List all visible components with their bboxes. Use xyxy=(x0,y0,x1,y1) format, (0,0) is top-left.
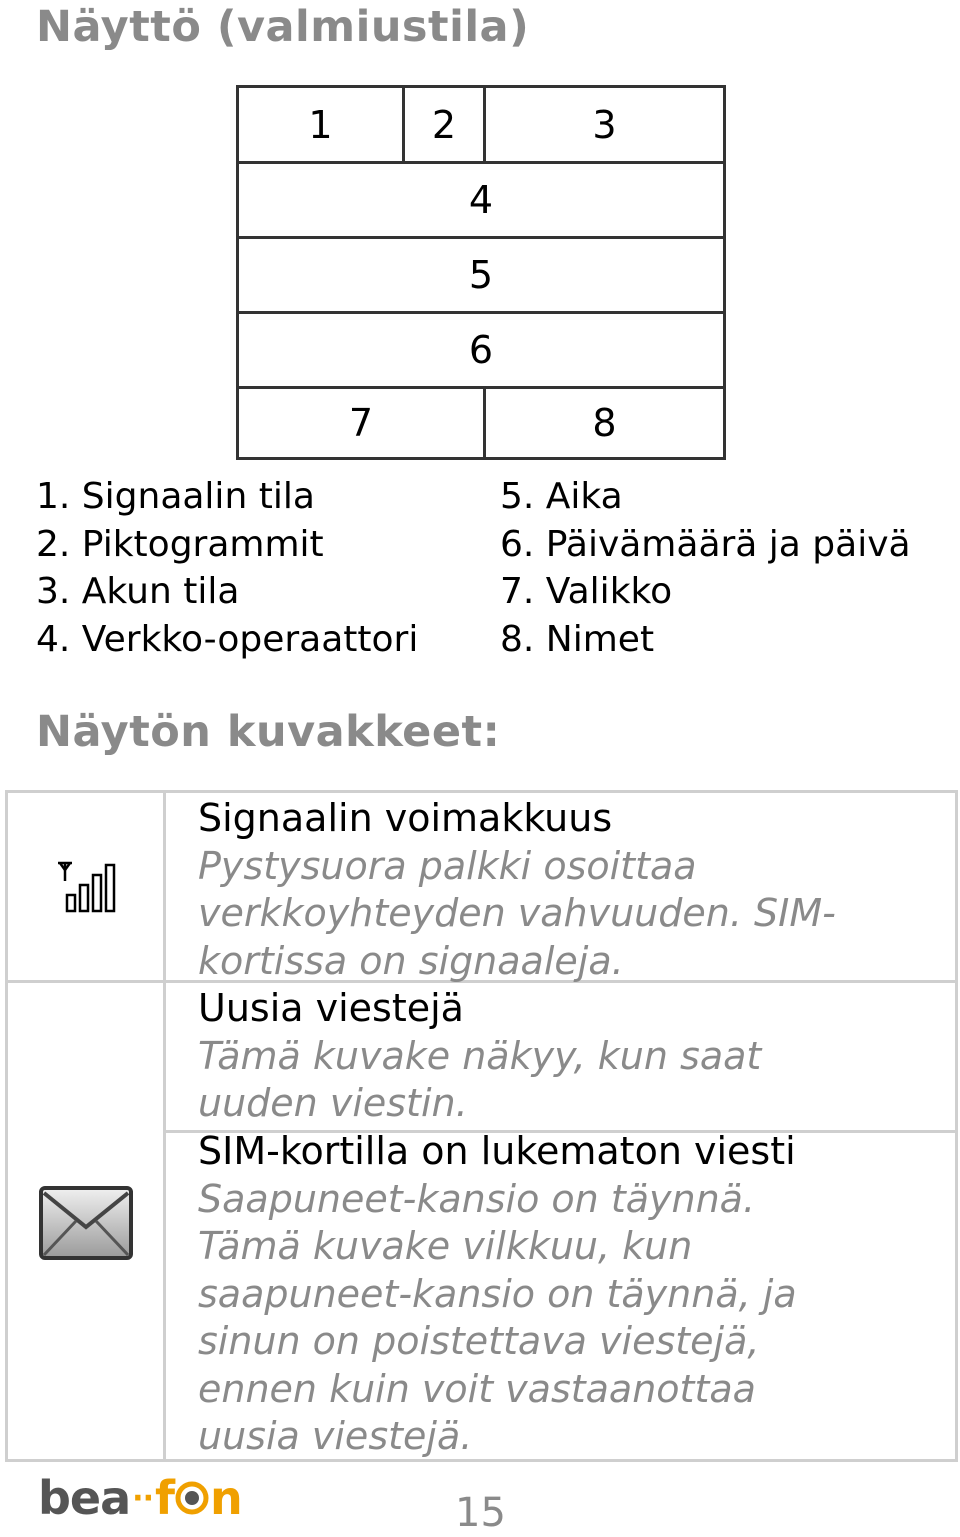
legend-item: 3. Akun tila xyxy=(36,571,240,612)
diagram-cell-1: 1 xyxy=(308,102,333,147)
logo-text-c: n xyxy=(209,1471,242,1525)
new-message-description xyxy=(198,985,761,1128)
logo-text-b: f xyxy=(154,1471,174,1525)
legend-item: 8. Nimet xyxy=(500,618,655,660)
signal-strength-icon xyxy=(56,859,118,915)
logo-text-a: bea xyxy=(38,1471,131,1525)
diagram-cell-5: 5 xyxy=(468,253,494,297)
sim-unread-line: sinun on poistettava viestejä, xyxy=(198,1319,760,1363)
signal-title: Signaalin voimakkuus xyxy=(198,796,613,840)
sim-unread-line: Saapuneet-kansio on täynnä. xyxy=(198,1176,756,1221)
diagram-cell-7: 7 xyxy=(348,401,374,445)
sim-unread-title: SIM-kortilla on lukematon viesti xyxy=(198,1129,796,1173)
diagram-cell-8: 8 xyxy=(592,401,617,445)
diagram-cell-6: 6 xyxy=(468,328,494,372)
screen-layout-diagram xyxy=(236,85,726,460)
signal-line: Pystysuora palkki osoittaa xyxy=(198,843,697,888)
signal-description xyxy=(198,795,836,985)
page-title: Näyttö (valmiustila) xyxy=(36,2,530,52)
legend-item: 6. Päivämäärä ja päivä xyxy=(500,523,911,565)
diagram-cell-4: 4 xyxy=(468,178,494,222)
logo-dash: ·· xyxy=(132,1480,153,1516)
legend-item: 4. Verkko-operaattori xyxy=(36,618,419,660)
legend-right xyxy=(500,473,911,663)
new-message-line: Tämä kuvake näkyy, kun saat xyxy=(198,1033,762,1078)
legend-item: 2. Piktogrammit xyxy=(36,523,324,565)
signal-line: verkkoyhteyden vahvuuden. SIM- xyxy=(198,891,836,935)
sim-unread-line: uusia viestejä. xyxy=(198,1414,473,1458)
page-number: 15 xyxy=(455,1490,506,1536)
sim-unread-line: ennen kuin voit vastaanottaa xyxy=(198,1366,756,1411)
logo-o-icon xyxy=(175,1481,209,1515)
new-message-line: uuden viestin. xyxy=(198,1081,468,1125)
envelope-icon xyxy=(38,1185,134,1261)
legend-item: 1. Signaalin tila xyxy=(36,476,315,517)
sim-unread-line: Tämä kuvake vilkkuu, kun xyxy=(198,1224,693,1268)
diagram-cell-2: 2 xyxy=(431,102,457,147)
sim-unread-line: saapuneet-kansio on täynnä, ja xyxy=(198,1271,797,1316)
icon-table xyxy=(5,790,958,1462)
sim-unread-description xyxy=(198,1128,797,1461)
new-message-title: Uusia viestejä xyxy=(198,986,464,1030)
legend-item: 5. Aika xyxy=(500,476,623,517)
diagram-cell-3: 3 xyxy=(592,102,617,147)
legend-item: 7. Valikko xyxy=(500,571,673,612)
beafon-logo xyxy=(38,1470,242,1526)
legend-left xyxy=(36,473,418,663)
icons-heading: Näytön kuvakkeet: xyxy=(36,707,501,757)
signal-line: kortissa on signaaleja. xyxy=(198,938,624,983)
